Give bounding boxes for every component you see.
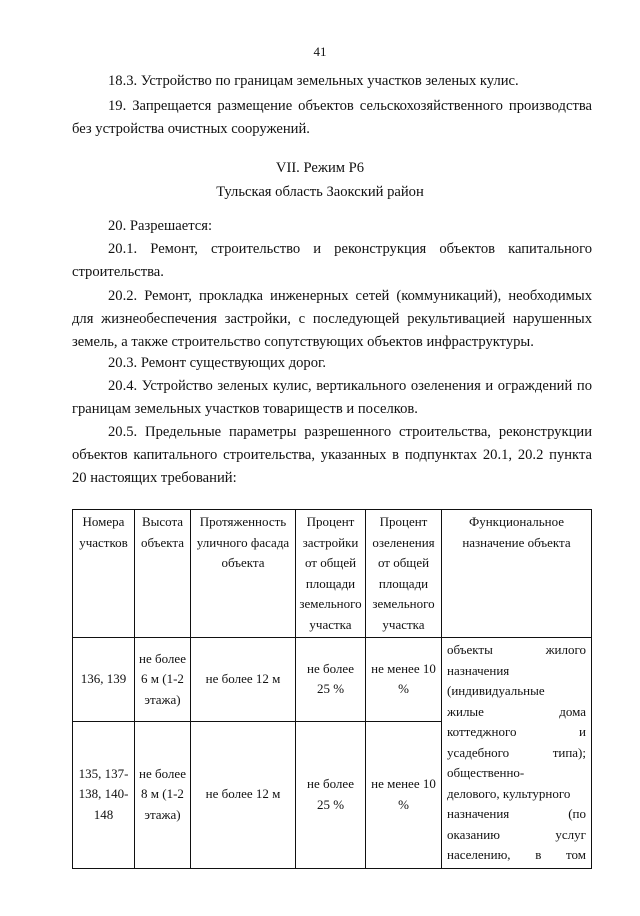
function-line [447, 702, 586, 723]
table-row [73, 638, 592, 722]
parameters-table [72, 509, 592, 869]
header-green-percent: Процент озеленения от общей площади земельного участка [366, 510, 442, 638]
function-line [447, 722, 586, 743]
function-word: (по [568, 806, 586, 821]
function-word: назначения [447, 806, 510, 821]
function-line: делового, культурного [447, 785, 571, 801]
function-word: и [579, 724, 586, 739]
cell-plots: 135, 137-138, 140-148 [73, 721, 135, 868]
page-number: 41 [313, 44, 327, 59]
function-line [447, 640, 586, 661]
function-line [447, 804, 586, 825]
cell-green: не менее 10 % [366, 721, 442, 868]
function-line [447, 825, 586, 846]
function-line: назначения [447, 662, 510, 678]
table-header-row [73, 510, 592, 638]
paragraph-20-3: 20.3. Ремонт существующих дорог. [108, 355, 327, 371]
cell-built: не более 25 % [296, 638, 366, 722]
cell-facade: не более 12 м [191, 638, 296, 722]
cell-built: не более 25 % [296, 721, 366, 868]
section-subtitle: Тульская область Заокский район [216, 184, 424, 200]
header-built-percent: Процент застройки от общей площади земельного участка [296, 510, 366, 638]
function-line: общественно- [447, 765, 525, 780]
paragraph-20-2: 20.2. Ремонт, прокладка инженерных сетей (коммуникаций), необходимых для жизнеобеспечения застройки, с последующей рекультивацией нарушенных земель, а также строительство сопутствующих объектов инфраструктуры. [72, 288, 592, 350]
header-facade-length: Протяженность уличного фасада объекта [191, 510, 296, 638]
paragraph-18-3: 18.3. Устройство по границам земельных участков зеленых кулис. [108, 73, 519, 89]
section-title: VII. Режим Р6 [275, 160, 365, 176]
function-word: жилого [545, 642, 586, 657]
cell-green: не менее 10 % [366, 638, 442, 722]
paragraph-19: 19. Запрещается размещение объектов сельскохозяйственного производства без устройства очистных сооружений. [72, 98, 592, 137]
function-line [447, 743, 586, 764]
paragraph-20-4: 20.4. Устройство зеленых кулис, вертикального озеленения и ограждений по границам земельных участков товариществ и поселков. [72, 378, 592, 417]
cell-height: не более 8 м (1-2 этажа) [135, 721, 191, 868]
header-object-height: Высота объекта [135, 510, 191, 638]
paragraph-20-1: 20.1. Ремонт, строительство и реконструкция объектов капитального строительства. [72, 241, 592, 280]
paragraph-20: 20. Разрешается: [108, 218, 213, 234]
cell-function [442, 638, 592, 869]
function-word: усадебного [447, 744, 510, 760]
cell-plots: 136, 139 [73, 638, 135, 722]
header-plot-numbers: Номера участков [73, 510, 135, 638]
function-word: коттеджного [447, 724, 517, 739]
function-word: дома [559, 703, 586, 719]
function-word: услуг [555, 826, 586, 842]
function-word: населению, [447, 847, 511, 862]
header-function: Функциональное назначение объекта [442, 510, 592, 638]
cell-height: не более 6 м (1-2 этажа) [135, 638, 191, 722]
function-line: (индивидуальные [447, 683, 545, 698]
function-line [447, 845, 586, 866]
function-word: оказанию [447, 826, 500, 842]
function-word: в [535, 847, 542, 862]
paragraph-20-5: 20.5. Предельные параметры разрешенного строительства, реконструкции объектов капитального строительства, указанных в подпунктах 20.1, 20.2 пункта 20 настоящих требований: [72, 424, 592, 486]
function-word: объекты [447, 642, 493, 657]
cell-facade: не более 12 м [191, 721, 296, 868]
function-word: типа); [552, 744, 586, 760]
function-word: жилые [447, 703, 484, 719]
function-word: том [565, 847, 586, 862]
